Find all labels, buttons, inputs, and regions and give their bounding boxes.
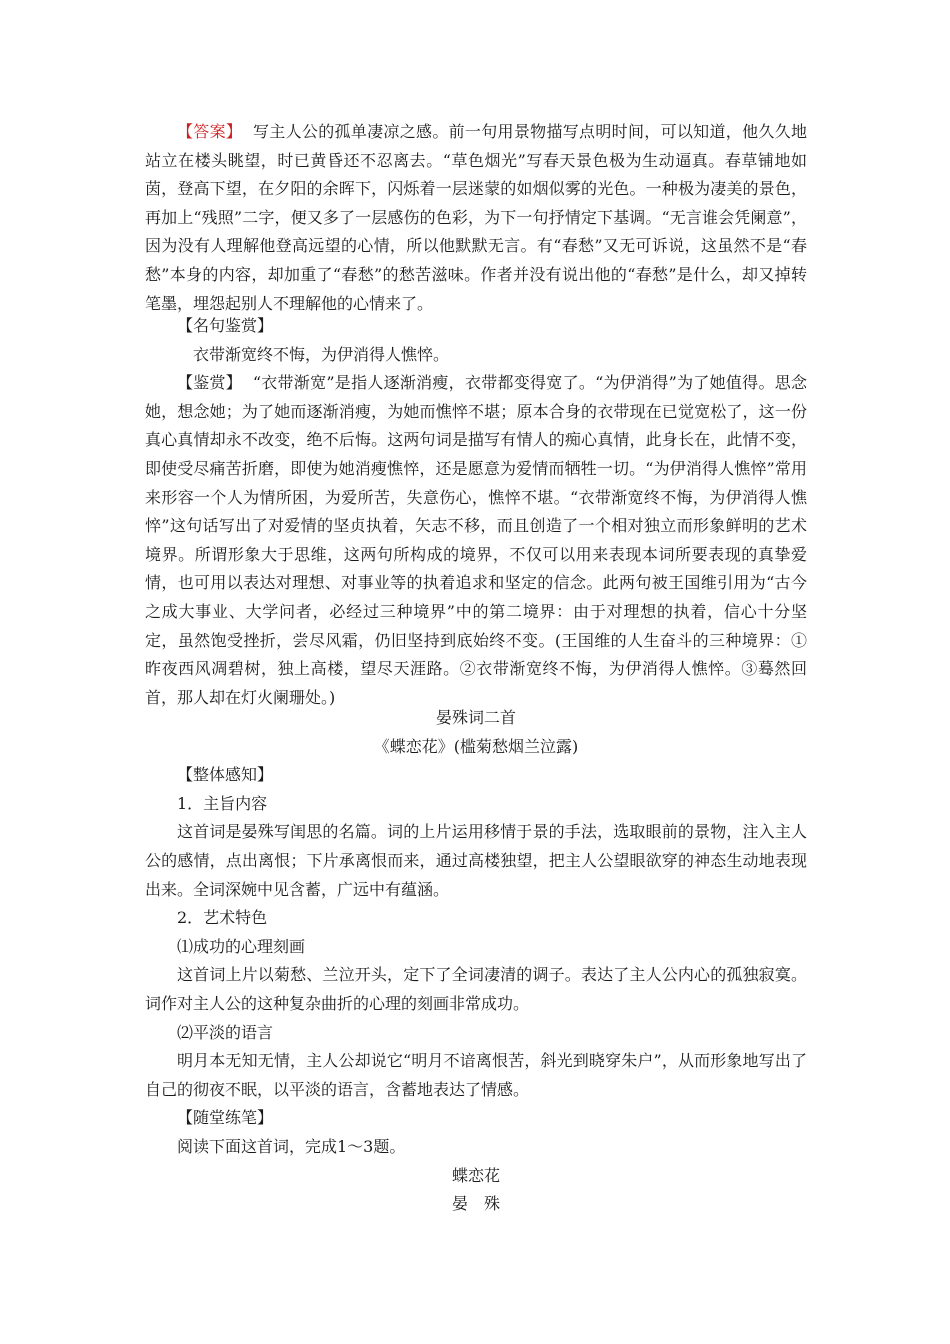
item1-text: 这首词是晏殊写闺思的名篇。词的上片运用移情于景的手法，选取眼前的景物，注入主人公的感情，点出离恨；下片承离恨而来，通过高楼独望，把主人公望眼欲穿的神态生动地表现出来。全词深婉中见含蓄，广远中有蕴涵。 bbox=[145, 822, 807, 899]
sub2-text: 明月本无知无情，主人公却说它“明月不谙离恨苦，斜光到晓穿朱户”，从而形象地写出了自己的彻夜不眠，以平淡的语言，含蓄地表达了情感。 bbox=[145, 1051, 807, 1099]
practice-heading: 【随堂练笔】 bbox=[177, 1108, 274, 1128]
appreciation-text: “衣带渐宽”是指人逐渐消瘦，衣带都变得宽了。“为伊消得”为了她值得。思念她，想念她；为了她而逐渐消瘦，为她而憔悴不堪；原本合身的衣带现在已觉宽松了，这一份真心真情却永不改变，绝不后悔。这两句词是描写有情人的痴心真情，此身长在，此情不变，即使受尽痛苦折磨，即使为她消瘦憔悴，还是愿意为爱情而牺牲一切。“为伊消得人憔悴”常用来形容一个人为情所困，为爱所苦，失意伤心，憔悴不堪。“衣带渐宽终不悔，为伊消得人憔悴”这句话写出了对爱情的坚贞执着，矢志不移，而且创造了一个相对独立而形象鲜明的艺术境界。所谓形象大于思维，这两句所构成的境界，不仅可以用来表现本词所要表现的真挚爱情，也可用以表达对理想、对事业等的执着追求和坚定的信念。此两句被王国维引用为“古今之成大事业、大学问者，必经过三种境界”中的第二境界：由于对理想的执着，信心十分坚定，虽然饱受挫折，尝尽风霜，仍旧坚持到底始终不变。(王国维的人生奋斗的三种境界：①昨夜西风凋碧树，独上高楼，望尽天涯路。②衣带渐宽终不悔，为伊消得人憔悴。③蓦然回首，那人却在灯火阑珊处。) bbox=[145, 373, 807, 707]
item2-heading: 2．艺术特色 bbox=[177, 908, 268, 928]
appreciation-tag: 【鉴赏】 bbox=[177, 373, 243, 393]
answer-block bbox=[145, 118, 807, 318]
poem-author: 晏 殊 bbox=[451, 1194, 500, 1214]
poem-title: 蝶恋花 bbox=[451, 1165, 500, 1185]
answer-tag: 【答案】 bbox=[177, 122, 243, 141]
sub2-heading: ⑵平淡的语言 bbox=[177, 1022, 274, 1042]
section2-block bbox=[145, 704, 807, 1219]
section-title: 晏殊词二首 bbox=[435, 708, 516, 727]
section-subtitle: 《蝶恋花》(槛菊愁烟兰泣露) bbox=[373, 736, 579, 756]
item1-heading: 1．主旨内容 bbox=[177, 793, 268, 813]
appreciation-paragraph bbox=[145, 369, 807, 712]
famous-heading: 【名句鉴赏】 bbox=[177, 316, 274, 335]
overall-heading: 【整体感知】 bbox=[177, 765, 274, 785]
practice-text: 阅读下面这首词，完成1～3题。 bbox=[177, 1136, 406, 1156]
famous-quote: 衣带渐宽终不悔，为伊消得人憔悴。 bbox=[193, 344, 450, 364]
sub1-heading: ⑴成功的心理刻画 bbox=[177, 936, 306, 956]
answer-text: 写主人公的孤单凄凉之感。前一句用景物描写点明时间，可以知道，他久久地站立在楼头眺望，时已黄昏还不忍离去。“草色烟光”写春天景色极为生动逼真。春草铺地如茵，登高下望，在夕阳的余晖下，闪烁着一层迷蒙的如烟似雾的光色。一种极为凄美的景色，再加上“残照”二字，便又多了一层感伤的色彩，为下一句抒情定下基调。“无言谁会凭阑意”，因为没有人理解他登高远望的心情，所以他默默无言。有“春愁”又无可诉说，这虽然不是“春愁”本身的内容，却加重了“春愁”的愁苦滋味。作者并没有说出他的“春愁”是什么，却又掉转笔墨，埋怨起别人不理解他的心情来了。 bbox=[145, 122, 807, 313]
answer-paragraph bbox=[145, 118, 807, 318]
sub1-text: 这首词上片以菊愁、兰泣开头，定下了全词凄清的调子。表达了主人公内心的孤独寂寞。词作对主人公的这种复杂曲折的心理的刻画非常成功。 bbox=[145, 965, 807, 1013]
famous-sentence-block bbox=[145, 312, 807, 712]
